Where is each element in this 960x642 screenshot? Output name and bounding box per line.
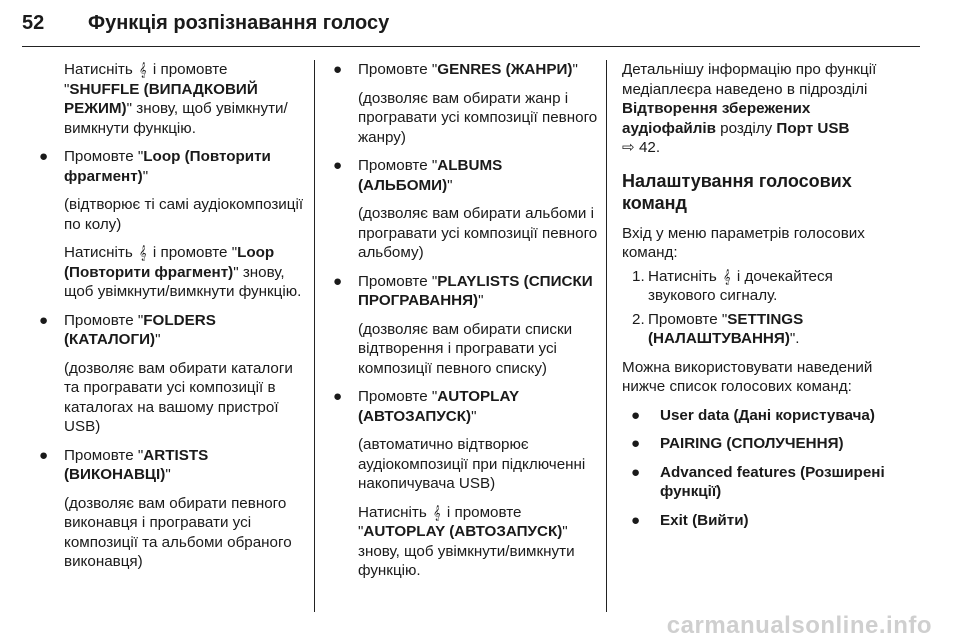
paragraph: Можна використовувати наведений нижче список голосових команд:	[622, 358, 873, 395]
column-divider-1	[314, 60, 315, 612]
bullet-icon: ●	[39, 446, 49, 464]
paragraph: Детальнішу інформацію про функції медіаплеєра наведено в підрозділі Відтворення збережених аудіофайлів розділу Порт USB ⇨ 42.	[622, 61, 877, 156]
paragraph: Натисніть 𝄞 і промовте "Loop (Повторити фрагмент)" знову, щоб увімкнути/вимкнути функцію.	[64, 244, 302, 300]
voice-command-icon: 𝄞	[722, 268, 731, 284]
list-item: 2. Промовте "SETTINGS (НАЛАШТУВАННЯ)".	[632, 310, 804, 347]
bullet-icon: ●	[39, 311, 49, 329]
list-item-description: (дозволяє вам обирати альбоми і програвати усі композиції певного альбому)	[358, 205, 598, 261]
paragraph: Натисніть 𝄞 і промовте "AUTOPLAY (АВТОЗАПУСК)" знову, щоб увімкнути/вимкнути функцію.	[358, 503, 575, 579]
list-item: ● Промовте "ARTISTS (ВИКОНАВЦІ)"	[39, 446, 209, 483]
list-item: ● Промовте "ALBUMS (АЛЬБОМИ)"	[333, 157, 503, 194]
list-item: ● PAIRING (СПОЛУЧЕННЯ)	[631, 435, 844, 452]
section-heading: Налаштування голосових команд	[622, 170, 852, 213]
paragraph: Вхід у меню параметрів голосових команд:	[622, 224, 865, 261]
bullet-icon: ●	[39, 148, 49, 165]
list-item-description: (автоматично відтворює аудіокомпозиції при підключенні накопичувача USB)	[358, 436, 586, 492]
column-1	[38, 60, 304, 581]
list-item: ● Промовте "FOLDERS (КАТАЛОГИ)"	[39, 311, 216, 348]
bullet-icon: ●	[631, 406, 641, 424]
column-3	[622, 60, 897, 539]
bullet-icon: ●	[631, 511, 641, 529]
header-rule	[22, 46, 920, 47]
voice-command-icon: 𝄞	[138, 62, 147, 77]
bullet-icon: ●	[333, 157, 343, 174]
watermark: carmanualsonline.info	[666, 612, 932, 639]
paragraph: Натисніть 𝄞 і промовте "SHUFFLE (ВИПАДКОВИЙ РЕЖИМ)" знову, щоб увімкнути/вимкнути функцію.	[64, 61, 288, 137]
list-item-description: (дозволяє вам обирати списки відтворення і програвати усі композиції певного списку)	[358, 320, 573, 377]
list-item: ● Промовте "GENRES (ЖАНРИ)"	[333, 61, 578, 78]
list-item-description: (дозволяє вам обирати жанр і програвати усі композиції певного жанру)	[358, 89, 598, 146]
bullet-icon: ●	[333, 388, 343, 405]
list-item: ● Промовте "AUTOPLAY (АВТОЗАПУСК)"	[333, 388, 519, 425]
page-reference-arrow-icon: ⇨	[622, 139, 635, 156]
bullet-icon: ●	[333, 61, 343, 78]
column-2	[332, 60, 598, 590]
list-item: ● Advanced features (Розширені функції)	[631, 463, 885, 500]
page-number: 52	[22, 12, 45, 34]
list-item: ● Промовте "PLAYLISTS (СПИСКИ ПРОГРАВАННЯ)"	[333, 272, 593, 309]
list-item: 1. Натисніть 𝄞 і дочекайтеся звукового сигналу.	[632, 267, 833, 304]
list-item-description: (дозволяє вам обирати каталоги та програвати усі композиції в каталогах на вашому пристрої USB)	[64, 359, 293, 435]
list-item: ● Промовте "Loop (Повторити фрагмент)"	[39, 148, 271, 185]
column-divider-2	[606, 60, 607, 612]
voice-command-icon: 𝄞	[138, 245, 147, 260]
bullet-icon: ●	[333, 272, 343, 290]
list-item-description: (відтворює ті самі аудіокомпозиції по колу)	[64, 196, 304, 233]
page-title: Функція розпізнавання голосу	[88, 12, 390, 34]
list-item: ● User data (Дані користувача)	[631, 406, 875, 424]
voice-command-icon: 𝄞	[432, 504, 441, 520]
bullet-icon: ●	[631, 435, 641, 452]
list-item-description: (дозволяє вам обирати певного виконавця і програвати усі композиції та альбоми обраного виконавця)	[64, 494, 292, 570]
list-item: ● Exit (Вийти)	[631, 511, 749, 529]
page-header	[22, 12, 389, 35]
bullet-icon: ●	[631, 463, 641, 481]
